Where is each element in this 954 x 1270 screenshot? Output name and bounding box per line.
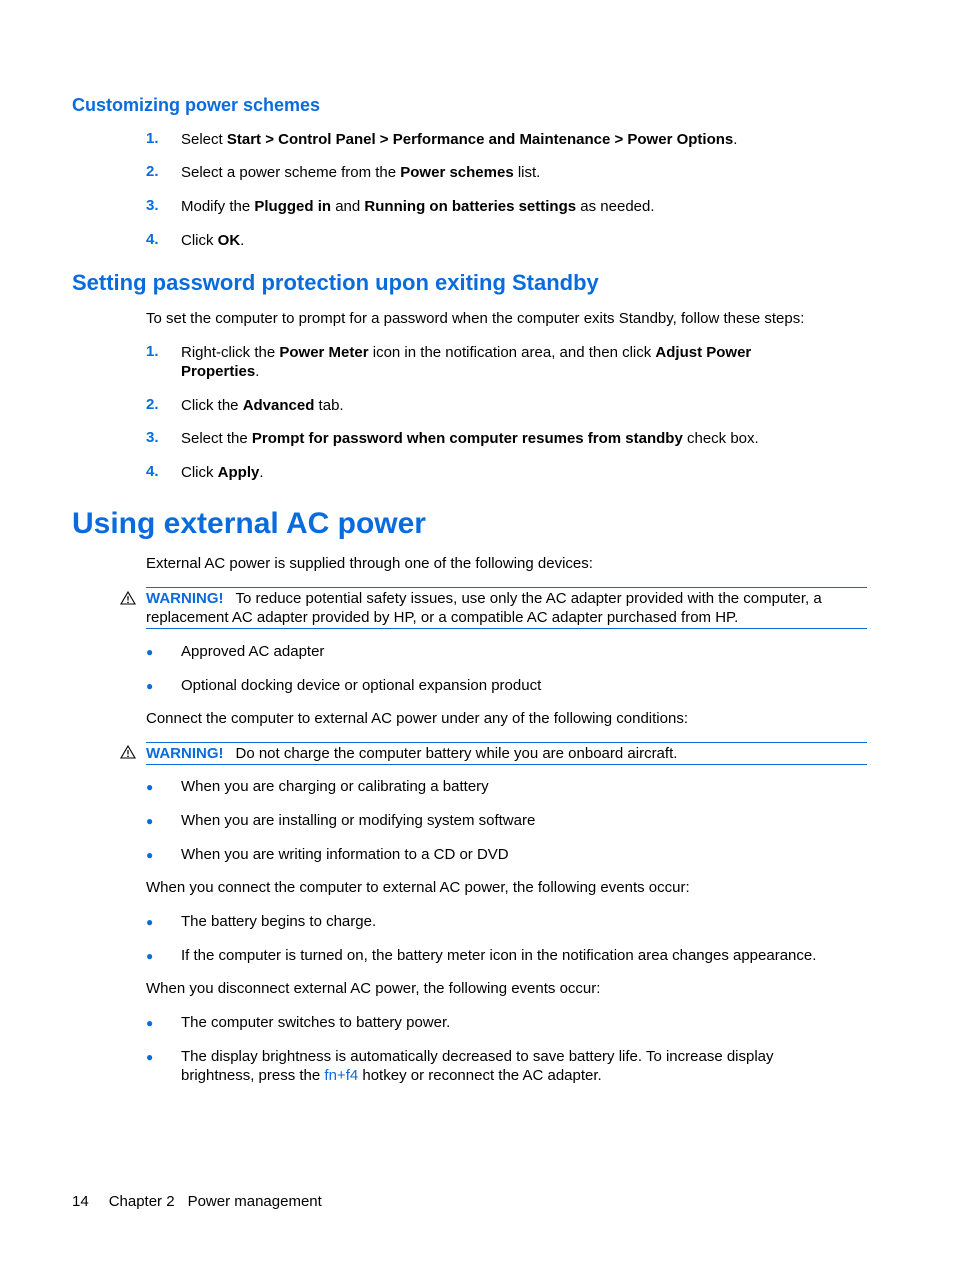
- warning-box: [146, 587, 867, 629]
- paragraph: External AC power is supplied through one of the following devices:: [146, 555, 593, 572]
- paragraph: To set the computer to prompt for a password when the computer exits Standby, follow these steps:: [146, 310, 805, 327]
- bullet: ●: [146, 780, 154, 794]
- list-item: Optional docking device or optional expansion product: [181, 677, 542, 694]
- bullet: ●: [146, 645, 154, 659]
- warning-label: WARNING!: [146, 590, 224, 607]
- list-item: Select the Prompt for password when computer resumes from standby check box.: [181, 430, 759, 447]
- list-item: Click the Advanced tab.: [181, 397, 344, 414]
- bullet: ●: [146, 848, 154, 862]
- paragraph: When you connect the computer to external AC power, the following events occur:: [146, 879, 690, 896]
- bullet: ●: [146, 1050, 154, 1064]
- step-number: 2.: [146, 163, 159, 180]
- chapter-section-title: Using external AC power: [72, 507, 426, 540]
- list-item: The display brightness is automatically decreased to save battery life. To increase display brightness, press the fn+f4 hotkey or reconnect the AC adapter.: [181, 1048, 774, 1084]
- step-number: 1.: [146, 130, 159, 147]
- paragraph: Connect the computer to external AC power under any of the following conditions:: [146, 710, 688, 727]
- warning-box: [146, 742, 867, 765]
- list-item: When you are installing or modifying system software: [181, 812, 536, 829]
- warning-text: Do not charge the computer battery while you are onboard aircraft.: [235, 745, 678, 762]
- bullet: ●: [146, 679, 154, 693]
- list-item: When you are writing information to a CD or DVD: [181, 846, 509, 863]
- footer-chapter: Chapter 2: [108, 1193, 175, 1210]
- page-number: 14: [72, 1193, 89, 1210]
- bullet: ●: [146, 1016, 154, 1030]
- hotkey-link[interactable]: fn+f4: [324, 1067, 359, 1084]
- list-item: Click Apply.: [181, 464, 264, 481]
- list-item: The battery begins to charge.: [181, 913, 377, 930]
- list-item: If the computer is turned on, the battery meter icon in the notification area changes appearance.: [181, 947, 817, 964]
- page-footer: [72, 1193, 322, 1210]
- list-item: Right-click the Power Meter icon in the notification area, and then click Adjust Power Properties.: [181, 344, 752, 380]
- warning-triangle-icon: [120, 591, 136, 605]
- section-heading-customizing: Customizing power schemes: [72, 95, 321, 115]
- warning-text: To reduce potential safety issues, use only the AC adapter provided with the computer, a replacement AC adapter provided by HP, or a compatible AC adapter purchased from HP.: [146, 590, 822, 626]
- step-number: 1.: [146, 343, 159, 360]
- warning-triangle-icon: [120, 745, 136, 759]
- list-item: Approved AC adapter: [181, 643, 325, 660]
- step-number: 3.: [146, 429, 159, 446]
- list-item: Select Start > Control Panel > Performance and Maintenance > Power Options.: [181, 131, 738, 148]
- step-number: 3.: [146, 197, 159, 214]
- warning-label: WARNING!: [146, 745, 224, 762]
- step-number: 2.: [146, 396, 159, 413]
- step-number: 4.: [146, 463, 159, 480]
- list-item: Select a power scheme from the Power schemes list.: [181, 164, 541, 181]
- list-item: When you are charging or calibrating a battery: [181, 778, 489, 795]
- bullet: ●: [146, 814, 154, 828]
- list-item: Click OK.: [181, 232, 245, 249]
- paragraph: When you disconnect external AC power, the following events occur:: [146, 980, 601, 997]
- bullet: ●: [146, 949, 154, 963]
- step-number: 4.: [146, 231, 159, 248]
- section-heading-password: Setting password protection upon exiting Standby: [72, 270, 599, 295]
- bullet: ●: [146, 915, 154, 929]
- list-item: Modify the Plugged in and Running on batteries settings as needed.: [181, 198, 655, 215]
- footer-title: Power management: [187, 1193, 322, 1210]
- list-item: The computer switches to battery power.: [181, 1014, 451, 1031]
